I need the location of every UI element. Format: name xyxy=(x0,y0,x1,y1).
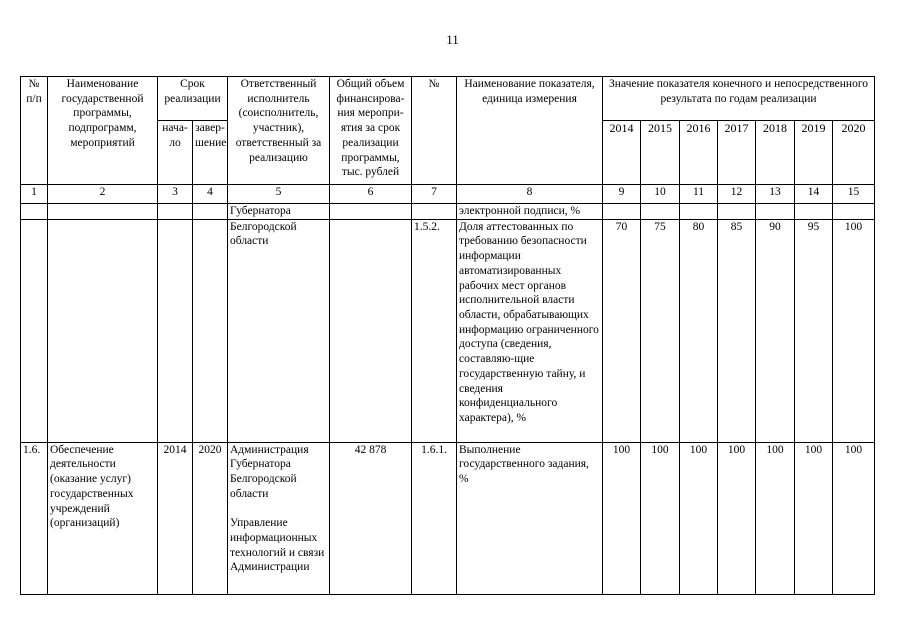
value-2015: 100 xyxy=(641,442,680,594)
column-number: 11 xyxy=(680,185,718,204)
header-year-2016: 2016 xyxy=(680,121,718,185)
header-program-name: Наименование государственной программы, подпрограмм, мероприятий xyxy=(48,77,158,185)
page-number: 11 xyxy=(446,32,459,47)
header-indicator-name: Наименование показателя, единица измерения xyxy=(457,77,603,185)
value-2018 xyxy=(756,204,795,220)
column-number: 15 xyxy=(833,185,875,204)
value-2018: 100 xyxy=(756,442,795,594)
column-number: 6 xyxy=(330,185,412,204)
row-number xyxy=(21,219,48,442)
value-2020: 100 xyxy=(833,442,875,594)
term-start xyxy=(158,204,193,220)
column-number: 12 xyxy=(718,185,756,204)
value-2018: 90 xyxy=(756,219,795,442)
value-2017: 85 xyxy=(718,219,756,442)
value-2014 xyxy=(603,204,641,220)
header-term-start: нача- ло xyxy=(158,121,193,185)
indicator-number xyxy=(412,204,457,220)
table-row xyxy=(21,442,875,594)
term-end xyxy=(193,219,228,442)
header-responsible: Ответственный исполнитель (соисполнитель, участник), ответственный за реализацию xyxy=(228,77,330,185)
financing: 42 878 xyxy=(330,442,412,594)
program-name xyxy=(48,219,158,442)
program-indicators-table xyxy=(20,76,875,595)
value-2019: 100 xyxy=(795,442,833,594)
value-2017 xyxy=(718,204,756,220)
program-name xyxy=(48,204,158,220)
header-financing: Общий объем финансирова-ния меропри-ятия за срок реализации программы, тыс. рублей xyxy=(330,77,412,185)
financing xyxy=(330,219,412,442)
value-2019 xyxy=(795,204,833,220)
column-number: 7 xyxy=(412,185,457,204)
column-number: 3 xyxy=(158,185,193,204)
row-number: 1.6. xyxy=(21,442,48,594)
value-2016 xyxy=(680,204,718,220)
header-term: Срок реализации xyxy=(158,77,228,121)
responsible: Белгородской области xyxy=(228,219,330,442)
column-number: 14 xyxy=(795,185,833,204)
indicator-name: Доля аттестованных по требованию безопасности информации автоматизированных рабочих мест органов исполнительной власти области, обрабатывающих информацию ограниченного доступа (сведения, составляю-щие государственную тайну, и сведения конфиденциального характера), % xyxy=(457,219,603,442)
header-year-2020: 2020 xyxy=(833,121,875,185)
value-2015: 75 xyxy=(641,219,680,442)
table-row xyxy=(21,219,875,442)
value-2017: 100 xyxy=(718,442,756,594)
value-2016: 100 xyxy=(680,442,718,594)
indicator-name: Выполнение государственного задания, % xyxy=(457,442,603,594)
column-number: 9 xyxy=(603,185,641,204)
term-start: 2014 xyxy=(158,442,193,594)
header-term-end: завер- шение xyxy=(193,121,228,185)
header-year-2017: 2017 xyxy=(718,121,756,185)
value-2014: 100 xyxy=(603,442,641,594)
column-number: 13 xyxy=(756,185,795,204)
column-number: 1 xyxy=(21,185,48,204)
table-row xyxy=(21,204,875,220)
value-2016: 80 xyxy=(680,219,718,442)
value-2015 xyxy=(641,204,680,220)
row-number xyxy=(21,204,48,220)
financing xyxy=(330,204,412,220)
term-end xyxy=(193,204,228,220)
header-values-by-year: Значение показателя конечного и непосредственного результата по годам реализации xyxy=(603,77,875,121)
header-indicator-number: № xyxy=(412,77,457,185)
column-number: 2 xyxy=(48,185,158,204)
value-2020: 100 xyxy=(833,219,875,442)
term-end: 2020 xyxy=(193,442,228,594)
value-2020 xyxy=(833,204,875,220)
column-number: 8 xyxy=(457,185,603,204)
program-name: Обеспечение деятельности (оказание услуг) государственных учреждений (организаций) xyxy=(48,442,158,594)
header-year-2014: 2014 xyxy=(603,121,641,185)
value-2014: 70 xyxy=(603,219,641,442)
column-number: 10 xyxy=(641,185,680,204)
header-year-2015: 2015 xyxy=(641,121,680,185)
responsible: Администрация Губернатора Белгородской области Управление информационных технологий и связи Администрации xyxy=(228,442,330,594)
term-start xyxy=(158,219,193,442)
indicator-name: электронной подписи, % xyxy=(457,204,603,220)
column-number: 5 xyxy=(228,185,330,204)
header-year-2018: 2018 xyxy=(756,121,795,185)
header-row-number: № п/п xyxy=(21,77,48,185)
indicator-number: 1.6.1. xyxy=(412,442,457,594)
responsible: Губернатора xyxy=(228,204,330,220)
column-number: 4 xyxy=(193,185,228,204)
indicator-number: 1.5.2. xyxy=(412,219,457,442)
value-2019: 95 xyxy=(795,219,833,442)
header-year-2019: 2019 xyxy=(795,121,833,185)
